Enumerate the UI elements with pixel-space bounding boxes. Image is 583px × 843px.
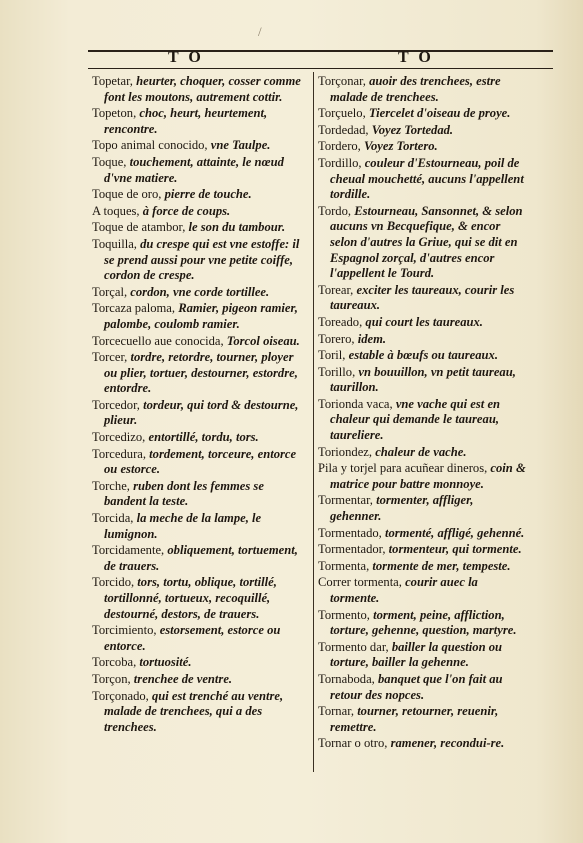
headword: Torçonado,: [92, 688, 149, 703]
french-translation: tormente de mer, tempeste.: [372, 558, 511, 573]
headword: Topetar,: [92, 74, 133, 88]
french-translation: vn bouuillon, vn petit taureau, taurillon.: [330, 364, 516, 395]
french-translation: tortuosité.: [139, 655, 192, 670]
headword: Tormento dar,: [318, 639, 389, 654]
headword: Topeton,: [92, 106, 137, 121]
headword: Toril,: [318, 348, 346, 363]
headword: Torionda vaca,: [318, 396, 393, 411]
french-translation: Estourneau, Sansonnet, & selon aucuns vn Becquefique, & encor selon d'autres la Griue, qui se dit en Espagnol zorçal, d'autres encor l'appellent le Tourd.: [330, 203, 523, 281]
column-divider: [313, 72, 314, 772]
french-translation: vne vache qui est en chaleur qui demande le taureau, taureliere.: [330, 396, 501, 443]
headword: Pila y torjel para acuñear dineros,: [318, 461, 488, 476]
headword: Torillo,: [318, 364, 356, 379]
french-translation: tordre, retordre, tourner, ployer ou plier, tortuer, destourner, estordre, entordre.: [104, 350, 298, 396]
headword: Torcedura,: [92, 446, 147, 461]
french-translation: Tiercelet d'oiseau de proye.: [368, 106, 511, 121]
running-head-right: T O: [398, 49, 434, 66]
dictionary-entry: [92, 237, 304, 284]
headword: Tornaboda,: [318, 671, 375, 686]
dictionary-entry: [92, 655, 304, 671]
french-translation: tormenté, affligé, gehenné.: [384, 525, 525, 540]
french-translation: Ramier, pigeon ramier, palombe, coulomb ramier.: [104, 301, 298, 331]
dictionary-entry: [318, 493, 528, 524]
french-translation: estorsement, estorce ou entorce.: [104, 623, 281, 653]
dictionary-entry: [92, 689, 304, 736]
french-translation: tors, tortu, oblique, tortillé, tortillonné, tortueux, recoquillé, destourné, destors, de trauers.: [104, 575, 277, 621]
french-translation: ruben dont les femmes se bandent la teste.: [104, 478, 264, 509]
headword: Torche,: [92, 478, 130, 493]
headword: Torcedizo,: [92, 430, 146, 445]
headword: Toque de atambor,: [92, 220, 186, 235]
french-translation: tordement, torceure, entorce ou estorce.: [104, 446, 297, 477]
french-translation: estable à bœufs ou taureaux.: [348, 348, 499, 363]
dictionary-entry: [318, 204, 528, 282]
headword: Torçonar,: [318, 74, 366, 88]
dictionary-entry: [92, 285, 304, 301]
dictionary-entry: [92, 74, 304, 105]
dictionary-entry: [92, 479, 304, 510]
headword: Topo animal conocido,: [92, 138, 208, 153]
headword: Toreado,: [318, 314, 363, 329]
dictionary-entry: [318, 397, 528, 444]
french-translation: qui court les taureaux.: [365, 314, 483, 329]
dictionary-entry: [318, 736, 528, 752]
headword: Tormentado,: [318, 525, 382, 540]
headword: Tormenta,: [318, 558, 370, 573]
dictionary-entry: [92, 623, 304, 654]
header-underline: [88, 68, 553, 69]
dictionary-entry: [318, 365, 528, 396]
french-translation: obliquement, tortuement, de trauers.: [104, 543, 298, 573]
dictionary-entry: [318, 139, 528, 155]
headword: Tornar,: [318, 704, 355, 719]
dictionary-entry: [318, 445, 528, 461]
dictionary-entry: [92, 155, 304, 186]
dictionary-entry: [92, 543, 304, 574]
dictionary-entry: [318, 608, 528, 639]
french-translation: qui est trenché au ventre, malade de trenchees, qui a des trenchees.: [104, 688, 284, 734]
dictionary-entry: [318, 542, 528, 558]
headword: Tordero,: [318, 139, 361, 154]
headword: Torcida,: [92, 511, 134, 526]
dictionary-entry: [318, 315, 528, 331]
headword: Tordo,: [318, 203, 352, 218]
dictionary-entry: [92, 575, 304, 622]
headword: Torçuelo,: [318, 106, 366, 121]
headword: A toques,: [92, 203, 140, 218]
french-translation: exciter les taureaux, courir les taureaux.: [330, 282, 515, 313]
dictionary-entry: [318, 704, 528, 735]
headword: Torcimiento,: [92, 623, 157, 638]
headword: Toquilla,: [92, 236, 137, 251]
headword: Torcer,: [92, 350, 128, 365]
dictionary-entry: [92, 220, 304, 236]
french-translation: courir auec la tormente.: [330, 575, 478, 605]
french-translation: coin & matrice pour battre monnoye.: [330, 461, 526, 491]
headword: Tornar o otro,: [318, 736, 388, 751]
headword: Torcedor,: [92, 397, 140, 412]
dictionary-entry: [318, 640, 528, 671]
dictionary-entry: [92, 204, 304, 220]
french-translation: du crespe qui est vne estoffe: il se prend aussi pour vne petite coiffe, cordon de crespe.: [104, 236, 300, 283]
dictionary-entry: [92, 672, 304, 688]
french-translation: idem.: [357, 331, 387, 346]
headword: Torear,: [318, 282, 354, 297]
french-translation: tormenteur, qui tormente.: [388, 542, 522, 557]
right-column: [318, 74, 528, 753]
headword: Tormento,: [318, 607, 370, 622]
headword: Toque,: [92, 154, 127, 169]
dictionary-entry: [318, 156, 528, 203]
headword: Tormentador,: [318, 542, 386, 557]
french-translation: à force de coups.: [142, 203, 231, 218]
french-translation: Voyez Tortedad.: [371, 122, 454, 137]
french-translation: Voyez Tortero.: [364, 139, 438, 154]
french-translation: tordeur, qui tord & destourne, plieur.: [104, 397, 299, 428]
french-translation: tourner, retourner, reuenir, remettre.: [330, 704, 499, 734]
left-column: [92, 74, 304, 736]
dictionary-entry: [318, 74, 528, 105]
dictionary-entry: [318, 332, 528, 348]
headword: Toriondez,: [318, 444, 373, 459]
dictionary-entry: [92, 106, 304, 137]
headword: Tordillo,: [318, 155, 362, 170]
headword: Torçal,: [92, 284, 128, 299]
dictionary-entry: [92, 334, 304, 350]
dictionary-entry: [318, 672, 528, 703]
dictionary-entry: [318, 283, 528, 314]
headword: Torçon,: [92, 671, 131, 686]
headword: Correr tormenta,: [318, 575, 402, 590]
french-translation: bailler la question ou torture, bailler la gehenne.: [330, 639, 503, 670]
french-translation: heurter, choquer, cosser comme font les moutons, autrement cottir.: [104, 74, 301, 104]
headword: Torcidamente,: [92, 543, 165, 558]
headword: Torcaza paloma,: [92, 301, 176, 316]
french-translation: ramener, recondui-re.: [390, 736, 505, 751]
french-translation: couleur d'Estourneau, poil de cheual mouchetté, aucuns l'appellent tordille.: [330, 155, 524, 202]
dictionary-entry: [92, 138, 304, 154]
dictionary-entry: [92, 447, 304, 478]
running-head-left: T O: [168, 49, 204, 66]
headword: Tormentar,: [318, 493, 373, 508]
french-translation: touchement, attainte, le nœud d'vne matiere.: [104, 154, 284, 185]
headword: Torcecuello aue conocida,: [92, 333, 224, 348]
dictionary-entry: [92, 301, 304, 332]
dictionary-entry: [318, 106, 528, 122]
headword: Torcido,: [92, 575, 135, 590]
french-translation: pierre de touche.: [164, 187, 252, 202]
headword: Toque de oro,: [92, 187, 162, 202]
french-translation: choc, heurt, heurtement, rencontre.: [104, 106, 268, 136]
header-rule: [88, 50, 553, 52]
french-translation: banquet que l'on fait au retour des nopces.: [330, 671, 503, 702]
dictionary-entry: [318, 461, 528, 492]
dictionary-entry: [92, 430, 304, 446]
headword: Tordedad,: [318, 122, 369, 137]
dictionary-entry: [318, 575, 528, 606]
dictionary-entry: [92, 398, 304, 429]
french-translation: entortillé, tordu, tors.: [148, 430, 259, 445]
french-translation: torment, peine, affliction, torture, gehenne, question, martyre.: [330, 607, 517, 638]
french-translation: la meche de la lampe, le lumignon.: [104, 511, 262, 541]
dictionary-entry: [318, 348, 528, 364]
french-translation: cordon, vne corde tortillee.: [130, 284, 270, 299]
french-translation: chaleur de vache.: [375, 444, 467, 459]
dictionary-entry: [92, 350, 304, 397]
dictionary-entry: [92, 511, 304, 542]
headword: Torcoba,: [92, 655, 137, 670]
dictionary-entry: [318, 559, 528, 575]
french-translation: vne Taulpe.: [210, 138, 271, 153]
dictionary-entry: [318, 526, 528, 542]
french-translation: trenchee de ventre.: [133, 671, 233, 686]
french-translation: le son du tambour.: [188, 220, 286, 235]
dictionary-entry: [92, 187, 304, 203]
french-translation: Torcol oiseau.: [226, 333, 300, 348]
headword: Torero,: [318, 331, 355, 346]
french-translation: tormenter, affliger, gehenner.: [330, 493, 474, 524]
dictionary-entry: [318, 123, 528, 139]
corner-mark: /: [258, 24, 262, 39]
french-translation: auoir des trenchees, estre malade de trenchees.: [330, 74, 501, 104]
